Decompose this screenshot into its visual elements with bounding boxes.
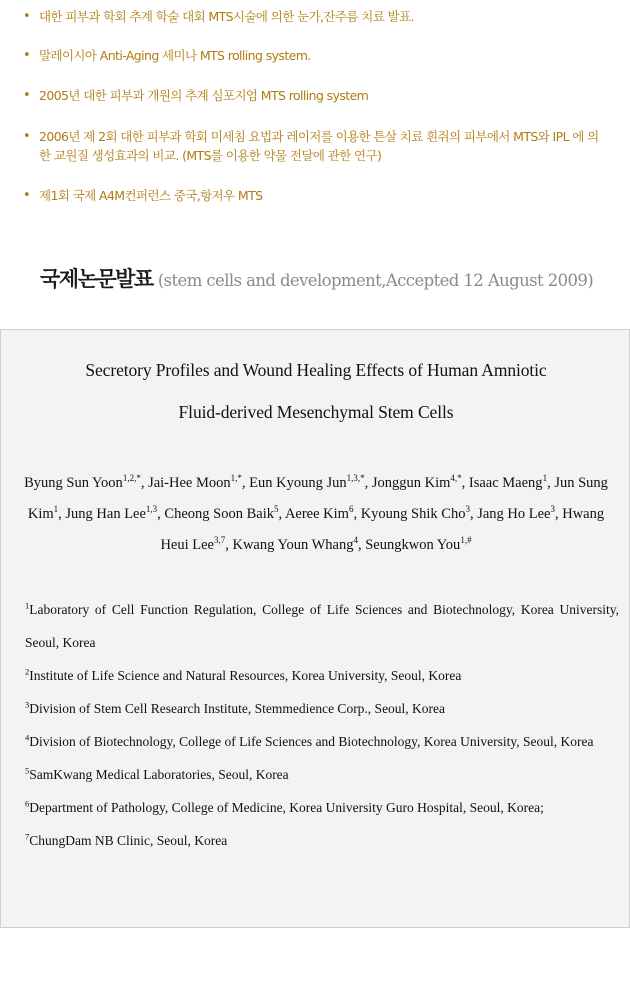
author [24,475,141,491]
list-item: • 제1회 국제 A4M컨퍼런스 중국,항저우 MTS [39,186,599,205]
affiliation-number: 2 [25,666,30,677]
author-name: Jang Ho Lee [477,506,551,522]
affiliation [25,659,619,692]
author-name: Jung Han Lee [65,506,146,522]
affiliation [25,758,619,791]
author-affiliation-marker: 1,3,* [346,473,365,484]
affiliation [25,824,619,857]
author-affiliation-marker: 1,* [230,473,242,484]
author-name: Byung Sun Yoon [24,475,123,491]
list-item: • 말레이시아 Anti-Aging 세미나 MTS rolling system. [39,46,599,65]
section-heading [40,263,593,293]
author [365,537,471,553]
author-name: Seungkwon You [365,537,461,553]
affiliation-text: Institute of Life Science and Natural Resources, Korea University, Seoul, Korea [29,668,462,683]
author-name: Isaac Maeng [468,475,543,491]
affiliation-number: 1 [25,600,30,611]
paper-panel [0,329,630,928]
author [65,506,157,522]
list-item: • 2006년 제 2회 대한 피부과 학회 미세침 요법과 레이저를 이용한 튼살 치료 흰쥐의 피부에서 MTS와 IPL 에 의한 교원질 생성효과의 비교. (MTS를 이용한 약물 전달에 관한 연구) [39,127,599,165]
author [148,475,242,491]
affiliation [25,692,619,725]
paper-title-line-1: Secretory Profiles and Wound Healing Effects of Human Amniotic [85,360,547,380]
section-title: 국제논문발표 [40,267,153,291]
affiliation-number: 3 [25,699,30,710]
affiliation [25,791,619,824]
author-list: Byung Sun Yoon$^{1,2,*}$, Jai-Hee Moon$^{1,*}$, Eun Kyoung Jun$^{1,3,*}$, Jonggun Kim$^{4,*}$, Isaac Maeng$^1$, Jun Sung Kim$^1$, Jung Han Lee$^{1,3}$, Cheong Soon Baik$^5$, Aeree Kim$^6$, Kyoung Shik Cho$^3$, Jang Ho Lee$^3$, Hwang Heui Lee$^{3,7}$, Kwang Youn Whang$^4$, Seungkwon You$^{1,\#}$ [24,473,608,553]
author [469,475,547,491]
author-affiliation-marker: 3 [550,504,555,515]
author-name: Jonggun Kim [371,475,451,491]
author [285,506,354,522]
affiliation-number: 5 [25,765,30,776]
author [477,506,555,522]
author-affiliation-marker: 5 [273,504,279,515]
author-name: Hwang Heui Lee [160,506,605,553]
author-affiliation-marker: 1,3 [145,504,158,515]
affiliation [25,593,619,659]
author-name: Jun Sung Kim [27,475,608,522]
affiliation-number: 6 [25,798,30,809]
author-name: Kyoung Shik Cho [360,506,466,522]
affiliation-list [25,593,619,857]
list-item: • 2005년 대한 피부과 개원의 추계 심포지엄 MTS rolling system [39,86,599,105]
author-affiliation-marker: 3,7 [213,535,226,546]
author-affiliation-marker: 3 [465,504,470,515]
author-affiliation-marker: 4,* [450,473,462,484]
author [361,506,470,522]
author-name: Aeree Kim [284,506,349,522]
list-item: • 대한 피부과 학회 추계 학술 대회 MTS시술에 의한 눈가,잔주름 치료 발표. [39,7,599,26]
paper-title-line-2: Fluid-derived Mesenchymal Stem Cells [178,402,454,422]
author [164,506,278,522]
author-name: Kwang Youn Whang [232,537,354,553]
author-affiliation-marker: 1 [53,504,59,515]
author-name: Jai-Hee Moon [148,475,231,491]
author [232,537,357,553]
author-affiliation-marker: 4 [353,535,358,546]
affiliation-text: ChungDam NB Clinic, Seoul, Korea [29,833,228,848]
affiliation-text: SamKwang Medical Laboratories, Seoul, Korea [29,767,289,782]
author-affiliation-marker: 1 [542,473,548,484]
author-affiliation-marker: 1,2,* [122,473,141,484]
affiliation-text: Laboratory of Cell Function Regulation, College of Life Sciences and Biotechnology, Korea University, Seoul, Korea [25,602,619,650]
author-name: Eun Kyoung Jun [249,475,347,491]
author [249,475,364,491]
section-subtitle: (stem cells and development,Accepted 12 August 2009) [157,271,594,290]
affiliation-text: Division of Biotechnology, College of Life Sciences and Biotechnology, Korea University, Seoul, Korea [29,734,594,749]
author [372,475,462,491]
author-affiliation-marker: 1,# [460,535,472,546]
author-affiliation-marker: 6 [348,504,354,515]
affiliation-number: 4 [25,732,30,743]
affiliation-text: Department of Pathology, College of Medicine, Korea University Guro Hospital, Seoul, Korea; [29,800,544,815]
affiliation-text: Division of Stem Cell Research Institute, Stemmedience Corp., Seoul, Korea [29,701,446,716]
author-name: Cheong Soon Baik [164,506,274,522]
affiliation [25,725,619,758]
affiliation-number: 7 [25,831,30,842]
